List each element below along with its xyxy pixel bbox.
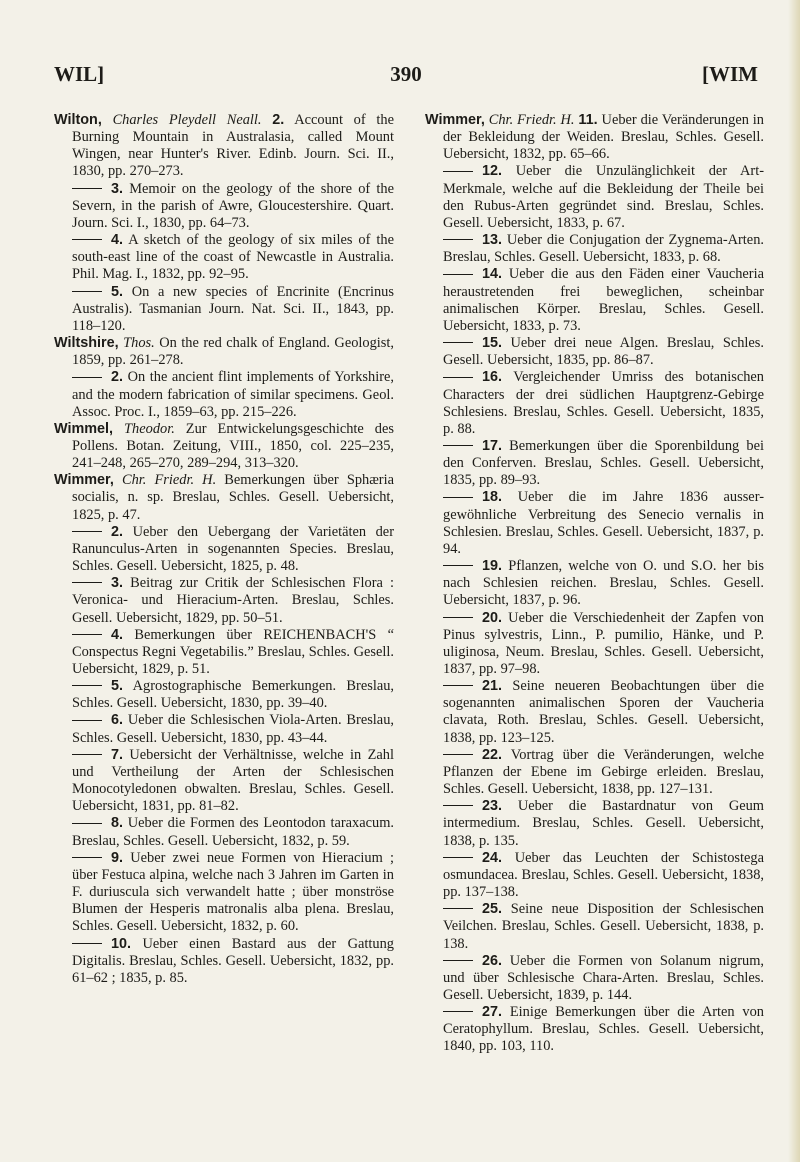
- author-name: Wimmer,: [54, 472, 114, 489]
- entry-text: Ueber den Uebergang der Varietäten der Ranunculus-Arten in sogenannten Species. Breslau, Schles. Gesell. Uebersicht, 1825, p. 48.: [72, 523, 394, 575]
- bibliography-entry: [54, 627, 394, 678]
- bibliography-entry: [425, 438, 764, 489]
- ditto-dash: [72, 685, 102, 686]
- bibliography-entry: [54, 181, 394, 232]
- entry-text: On the ancient flint implements of Yorkshire, and the modern fabrication of similar specimens. Geol. Assoc. Proc. I., 1859–63, pp. 215–226.: [72, 369, 394, 420]
- ditto-dash: [443, 805, 473, 806]
- entry-number: 12.: [482, 163, 503, 180]
- bibliography-entry: [425, 232, 764, 266]
- ditto-dash: [443, 377, 473, 378]
- entry-number: 23.: [482, 798, 503, 815]
- entry-number: 6.: [111, 712, 124, 729]
- entry-number: 5.: [111, 283, 124, 300]
- entry-text: Ueber die Schlesischen Viola-Arten. Breslau, Schles. Gesell. Uebersicht, 1830, pp. 43–44.: [72, 712, 394, 746]
- entry-number: 2.: [111, 523, 124, 540]
- right-column: [425, 112, 764, 1056]
- ditto-dash: [443, 1011, 473, 1012]
- entry-number: 16.: [482, 369, 503, 386]
- entry-text: Ueber das Leuchten der Schistostega osmundacea. Breslau, Schles. Gesell. Uebersicht, 1838, pp. 137–138.: [443, 849, 764, 901]
- entry-text: Ueber die Bastardnatur von Geum intermedium. Breslau, Schles. Gesell. Uebersicht, 1838, p. 135.: [443, 798, 764, 849]
- bibliography-entry: [425, 747, 764, 798]
- ditto-dash: [443, 171, 473, 172]
- entry-number: 11.: [578, 112, 598, 128]
- bibliography-entry: [54, 369, 394, 420]
- entry-number: 2.: [272, 112, 285, 128]
- author-name: Wiltshire,: [54, 335, 119, 352]
- entry-text: Ueber die Formen von Solanum nigrum, und über Schlesische Chara-Arten. Breslau, Schles. Gesell. Uebersicht, 1839, p. 144.: [443, 952, 764, 1003]
- entry-number: 5.: [111, 678, 124, 695]
- ditto-dash: [72, 239, 102, 240]
- entry-number: 22.: [482, 746, 503, 763]
- entry-text: Ueber zwei neue Formen von Hieracium ; über Festuca alpina, welche nach 3 Jahren im Garten in F. duriuscula sich verwandelt hatte ; über monströse Blumen der Hesperis matronalis alba plena. Breslau, Schles. Gesell. Uebersicht, 1832, p. 60.: [72, 849, 394, 935]
- entry-number: 26.: [482, 952, 503, 969]
- ditto-dash: [443, 754, 473, 755]
- bibliography-entry: [54, 524, 394, 575]
- bibliography-entry: [54, 936, 394, 987]
- entry-text: Ueber die Conjugation der Zygnema-Arten. Breslau, Schles. Gesell. Uebersicht, 1833, p. 68.: [443, 232, 764, 266]
- entry-number: 2.: [111, 369, 124, 386]
- entry-text: Bemerkungen über Sphæria socialis, n. sp. Breslau, Schles. Gesell. Uebersicht, 1825, p. 47.: [72, 472, 394, 523]
- bibliography-entry: [425, 798, 764, 849]
- bibliography-entry: [425, 266, 764, 335]
- bibliography-entry: [54, 747, 394, 816]
- bibliography-author-entry: [54, 472, 394, 523]
- entry-text: Bemerkungen über die Sporenbildung bei den Conferven. Breslau, Schles. Gesell. Uebersicht, 1835, pp. 89–93.: [443, 437, 764, 489]
- entry-text: On the red chalk of England. Geologist, 1859, pp. 261–278.: [72, 335, 394, 369]
- entry-text: Beitrag zur Critik der Schlesischen Flora : Veronica- und Hieracium-Arten. Breslau, Schles. Gesell. Uebersicht, 1829, pp. 50–51.: [72, 575, 394, 626]
- ditto-dash: [72, 531, 102, 532]
- entry-text: Ueber die aus den Fäden einer Vaucheria heraustretenden frei beweglichen, scheinbar animalischen Körper. Breslau, Schles. Gesell. Uebersicht, 1833, p. 73.: [443, 266, 764, 334]
- ditto-dash: [72, 377, 102, 378]
- bibliography-author-entry: [54, 335, 394, 369]
- entry-text: On a new species of Encrinite (Encrinus Australis). Tasmanian Journ. Nat. Sci. II., 1843, pp. 118–120.: [72, 283, 394, 334]
- entry-number: 13.: [482, 232, 503, 249]
- entry-number: 17.: [482, 437, 503, 454]
- ditto-dash: [443, 239, 473, 240]
- ditto-dash: [72, 754, 102, 755]
- entry-text: Ueber die Verschiedenheit der Zapfen von Pinus sylvestris, Linn., P. pumilio, Hänke, und P. uliginosa, Neum. Breslau, Schles. Gesell. Uebersicht, 1837, pp. 97–98.: [443, 609, 764, 677]
- entry-text: Vergleichender Umriss des botanischen Characters der drei südlichen Hauptgrenz-Gebirge Schlesiens. Breslau, Schles. Gesell. Uebersicht, 1835, p. 88.: [443, 369, 764, 437]
- entry-text: Einige Bemerkungen über die Arten von Ceratophyllum. Breslau, Schles. Gesell. Uebersicht, 1840, pp. 103, 110.: [443, 1004, 765, 1055]
- ditto-dash: [443, 497, 473, 498]
- entry-text: Memoir on the geology of the shore of the Severn, in the parish of Awre, Gloucestershire. Quart. Journ. Sci. I., 1830, pp. 64–73.: [72, 180, 394, 231]
- entry-text: Bemerkungen über REICHENBACH'S “ Conspectus Regni Vegetabilis.” Breslau, Schles. Gesell. Uebersicht, 1829, p. 51.: [72, 626, 394, 677]
- entry-text: Vortrag über die Veränderungen, welche Pflanzen der Ebene im Gebirge erleiden. Breslau, Schles. Gesell. Uebersicht, 1838, pp. 127–131.: [443, 746, 765, 798]
- page-number: 390: [390, 62, 422, 86]
- ditto-dash: [72, 943, 102, 944]
- ditto-dash: [443, 960, 473, 961]
- bibliography-entry: [425, 369, 764, 438]
- entry-text: Uebersicht der Verhältnisse, welche in Zahl und Vertheilung der Arten der Schlesischen Monocotyledonen obwalten. Breslau, Schles. Gesell. Uebersicht, 1831, pp. 81–82.: [72, 746, 394, 815]
- ditto-dash: [72, 634, 102, 635]
- entry-text: Seine neueren Beobachtungen über die sogenannten animalischen Sporen der Vaucheria clavata, Roth. Breslau, Schles. Gesell. Uebersicht, 1838, pp. 123–125.: [443, 678, 764, 746]
- bibliography-entry: [425, 163, 764, 232]
- bibliography-entry: [425, 901, 764, 952]
- page-edge: [788, 0, 800, 1162]
- entry-number: 8.: [111, 815, 124, 832]
- ditto-dash: [443, 274, 473, 275]
- ditto-dash: [443, 857, 473, 858]
- entry-text: Pflanzen, welche von O. und S.O. her bis nach Schlesien reichen. Breslau, Schles. Gesell. Uebersicht, 1837, p. 96.: [443, 558, 764, 609]
- entry-text: Seine neue Disposition der Schlesischen Veilchen. Breslau, Schles. Gesell. Uebersicht, 1838, p. 138.: [443, 901, 764, 952]
- entry-text: Ueber die Formen des Leontodon taraxacum. Breslau, Schles. Gesell. Uebersicht, 1832, p. 59.: [72, 815, 394, 849]
- bibliography-entry: [425, 335, 764, 369]
- entry-text: A sketch of the geology of six miles of the south-east line of the coast of Newcastle in Australia. Phil. Mag. I., 1832, pp. 92–95.: [72, 232, 394, 283]
- entry-number: 18.: [482, 489, 503, 506]
- entry-number: 25.: [482, 901, 503, 918]
- bibliography-entry: [54, 712, 394, 746]
- running-header: [54, 62, 758, 94]
- bibliography-entry: [54, 815, 394, 849]
- bibliography-entry: [54, 284, 394, 335]
- ditto-dash: [72, 823, 102, 824]
- bibliography-entry: [54, 575, 394, 626]
- ditto-dash: [72, 582, 102, 583]
- author-given-name: Theodor.: [124, 420, 175, 437]
- entry-number: 27.: [482, 1004, 503, 1021]
- entry-number: 9.: [111, 849, 124, 866]
- header-left: WIL]: [54, 62, 105, 86]
- entry-number: 19.: [482, 558, 503, 575]
- bibliography-entry: [54, 678, 394, 712]
- entry-number: 4.: [111, 232, 124, 249]
- entry-text: Ueber die Veränderungen in der Bekleidung der Weiden. Breslau, Schles. Gesell. Uebersicht, 1832, pp. 65–66.: [443, 112, 764, 163]
- entry-text: Zur Entwickelungsgeschichte des Pollens. Botan. Zeitung, VIII., 1850, col. 225–235, 241–248, 265–270, 289–294, 313–320.: [72, 420, 394, 472]
- author-name: Wimmer,: [425, 112, 485, 128]
- ditto-dash: [72, 188, 102, 189]
- bibliography-entry: [425, 489, 764, 558]
- ditto-dash: [443, 685, 473, 686]
- entry-number: 20.: [482, 609, 503, 626]
- ditto-dash: [72, 720, 102, 721]
- bibliography-entry: [425, 610, 764, 679]
- entry-number: 14.: [482, 266, 503, 283]
- author-name: Wilton,: [54, 112, 102, 128]
- entry-text: Account of the Burning Mountain in Australasia, called Mount Wingen, near Hunter's River. Edinb. Journ. Sci. II., 1830, pp. 270–273.: [72, 112, 394, 180]
- entry-text: Ueber die Unzulänglichkeit der Art-Merkmale, welche auf die Bekleidung der Theile bei den Rubus-Arten gegründet sind. Breslau, Schles. Gesell. Uebersicht, 1833, p. 67.: [443, 163, 764, 231]
- left-column: [54, 112, 394, 987]
- ditto-dash: [443, 342, 473, 343]
- author-given-name: Charles Pleydell Neall.: [112, 112, 262, 128]
- header-right: [WIM: [702, 62, 758, 86]
- entry-text: Ueber drei neue Algen. Breslau, Schles. Gesell. Uebersicht, 1835, pp. 86–87.: [443, 335, 764, 369]
- bibliography-entry: [54, 232, 394, 283]
- author-given-name: Chr. Friedr. H.: [121, 472, 217, 489]
- ditto-dash: [443, 565, 473, 566]
- bibliography-author-entry: [425, 112, 764, 163]
- ditto-dash: [443, 617, 473, 618]
- ditto-dash: [72, 291, 102, 292]
- entry-number: 21.: [482, 678, 503, 695]
- bibliography-entry: [425, 850, 764, 901]
- ditto-dash: [443, 445, 473, 446]
- bibliography-entry: [425, 678, 764, 747]
- entry-number: 3.: [111, 180, 124, 197]
- author-name: Wimmel,: [54, 420, 114, 437]
- entry-text: Ueber einen Bastard aus der Gattung Digitalis. Breslau, Schles. Gesell. Uebersicht, 1832, pp. 61–62 ; 1835, p. 85.: [72, 935, 394, 986]
- author-given-name: Thos.: [123, 335, 155, 352]
- bibliography-entry: [425, 953, 764, 1004]
- entry-number: 3.: [111, 575, 124, 592]
- bibliography-entry: [425, 558, 764, 609]
- entry-text: Ueber die im Jahre 1836 ausser-gewöhnliche Verbreitung des Senecio vernalis in Schlesien. Breslau, Schles. Gesell. Uebersicht, 1837, p. 94.: [443, 489, 764, 557]
- bibliography-entry: [54, 850, 394, 936]
- bibliography-entry: [425, 1004, 764, 1055]
- ditto-dash: [443, 908, 473, 909]
- entry-number: 4.: [111, 626, 124, 643]
- bibliography-author-entry: [54, 112, 394, 181]
- entry-number: 10.: [111, 935, 132, 952]
- entry-text: Agrostographische Bemerkungen. Breslau, Schles. Gesell. Uebersicht, 1830, pp. 39–40.: [72, 678, 394, 712]
- author-given-name: Chr. Friedr. H.: [488, 112, 575, 128]
- ditto-dash: [72, 857, 102, 858]
- bibliography-author-entry: [54, 421, 394, 472]
- entry-number: 15.: [482, 335, 503, 352]
- entry-number: 7.: [111, 746, 124, 763]
- entry-number: 24.: [482, 849, 503, 866]
